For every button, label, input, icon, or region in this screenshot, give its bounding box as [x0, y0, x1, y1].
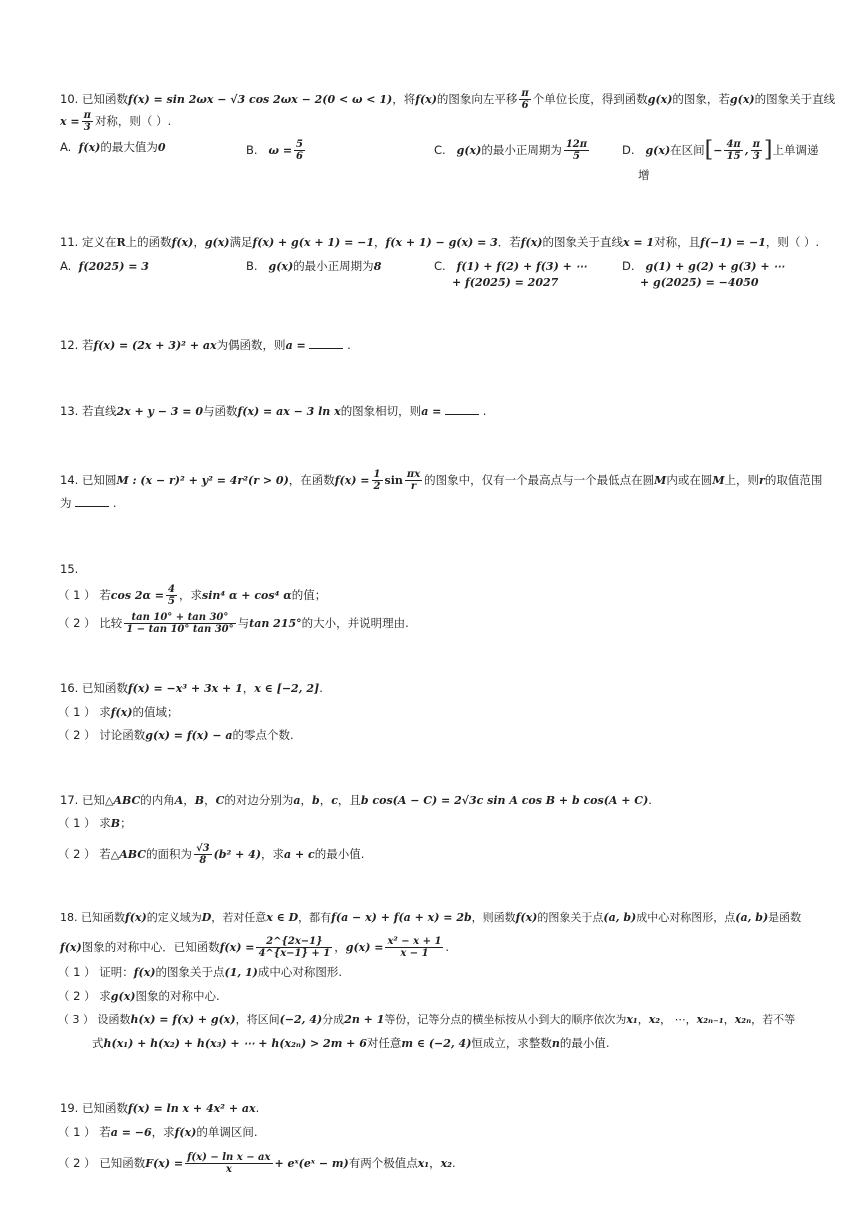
q18-math: m ∈ (−2, 4)	[401, 1037, 472, 1050]
q15-part1	[58, 584, 326, 607]
q14-math: M : (x − r)² + y² = 4r²(r > 0)	[116, 474, 289, 487]
q18-text: 式	[92, 1036, 104, 1050]
option-math: g(x)	[268, 260, 294, 273]
q18-math: g(x) =	[345, 941, 384, 954]
q15-math: tan 215°	[249, 617, 302, 630]
q11-math: f(−1) = −1	[700, 236, 766, 249]
q16-text: 的值域；	[132, 705, 179, 719]
q11-math: f(x)	[171, 236, 194, 249]
q16-math: f(x)	[110, 706, 133, 719]
q10-shift-fraction: $\frac{\pi}{6}$	[521, 88, 529, 111]
q14-fraction: $\frac{1}{2}$	[373, 469, 381, 492]
q11-text: ，	[374, 235, 386, 249]
option-text: 在区间	[670, 143, 705, 157]
q17-math: b cos(A − C) = 2√3c sin A cos B + b cos(A + C)	[360, 794, 649, 807]
q14-line2	[60, 495, 116, 511]
q14-math: r	[759, 474, 765, 487]
q18-math: x₂ₙ	[734, 1013, 752, 1026]
q18-text: 求	[99, 989, 111, 1003]
q19-part1	[58, 1124, 258, 1141]
q17-math: a	[293, 794, 301, 807]
q17-text: ，且	[337, 793, 361, 807]
q17-text: 的面积为	[146, 847, 193, 861]
q18-math: x₁	[626, 1013, 638, 1026]
option-label: A.	[60, 140, 72, 154]
part-label: （ 2 ）	[58, 616, 96, 630]
option-math: g(x)	[456, 144, 482, 157]
option-fraction: $\frac{\pi}{3}$	[752, 139, 760, 162]
q18-math: (1, 1)	[224, 966, 258, 979]
q12-math: a =	[285, 339, 306, 352]
q18-part3	[58, 1012, 795, 1028]
q10-line-fraction: $\frac{\pi}{3}$	[83, 110, 91, 133]
q10-option-c	[434, 139, 591, 162]
q11-option-b	[246, 258, 381, 275]
option-math: 8	[373, 260, 382, 273]
option-math: 0	[157, 141, 166, 154]
answer-blank[interactable]	[309, 338, 343, 349]
q10-line2-tail: 对称，则（ ）.	[94, 114, 172, 128]
q15-fraction: $\frac{\tan 10^\circ + \tan 30^\circ}{1 - \tan 10^\circ \tan 30^\circ}$	[126, 612, 234, 635]
q16-text: 讨论函数	[99, 728, 146, 742]
q17-math: B	[194, 794, 205, 807]
option-text: 的最小正周期为	[293, 259, 374, 273]
option-text: 上单调递	[772, 143, 819, 157]
q11-text: 满足	[229, 235, 253, 249]
q19-math: + eˣ(eˣ − m)	[274, 1157, 349, 1170]
option-math: g(x)	[645, 144, 671, 157]
part-label: （ 1 ）	[58, 1125, 96, 1139]
q15-text: 与	[237, 616, 250, 630]
q18-text: ，则函数	[471, 911, 516, 924]
option-label: C.	[434, 259, 446, 273]
q11-text: ，则（ ）.	[765, 235, 820, 249]
option-text: 的最小正周期为	[481, 143, 562, 157]
q11-option-c	[434, 258, 587, 275]
q19-text: .	[452, 1156, 456, 1170]
q18-math: x₂	[648, 1013, 661, 1026]
q17-math: △ABC	[110, 848, 147, 861]
q17-stem	[60, 792, 652, 809]
q14-text: 内或在圆	[666, 473, 713, 487]
q15-math: cos 2α =	[110, 589, 165, 602]
q15-text: 的值；	[291, 588, 327, 602]
q18-text: ，将区间	[235, 1013, 280, 1026]
q13-math: a =	[421, 405, 442, 418]
q19-math: F(x) =	[145, 1157, 184, 1170]
q10-text: 的图象关于直线	[754, 92, 836, 106]
q16-stem	[60, 680, 323, 697]
q16-text: ，	[242, 681, 255, 695]
q10-fx: f(x)	[415, 93, 437, 106]
part-label: （ 1 ）	[58, 588, 96, 602]
option-math: f(2025) = 3	[78, 260, 149, 273]
q18-text: 成中心对称图形，点	[636, 911, 736, 924]
q11-math: f(x) + g(x + 1) = −1	[252, 236, 374, 249]
option-label: B.	[246, 143, 258, 157]
q18-fraction: $\frac{\text{x² − x + 1}}{x - 1}$	[387, 936, 442, 959]
q17-part1	[58, 815, 132, 832]
option-label: A.	[60, 259, 72, 273]
answer-blank[interactable]	[445, 404, 479, 415]
q19-text: ，	[429, 1156, 441, 1170]
q18-part3-line2	[92, 1035, 610, 1052]
option-text: 的最大值为	[100, 140, 158, 154]
q19-math: f(x)	[174, 1126, 197, 1139]
q17-text: 若	[99, 847, 111, 861]
option-label: B.	[246, 259, 258, 273]
q13-text: 的图象相切，则	[340, 404, 422, 418]
q16-math: g(x) = f(x) − a	[145, 729, 233, 742]
q17-math: C	[215, 794, 225, 807]
q19-math: x₁	[417, 1157, 430, 1170]
q19-text: 若	[99, 1125, 111, 1139]
q15-part2	[58, 612, 409, 635]
q17-text: ，	[319, 793, 332, 807]
q15-text: 比较	[99, 616, 123, 630]
q11-stem	[60, 234, 819, 251]
q11-option-a	[60, 258, 149, 275]
q18-stem-line2	[60, 936, 449, 959]
q18-text: 恒成立，求整数	[471, 1036, 552, 1050]
q16-math: f(x) = −x³ + 3x + 1	[127, 682, 243, 695]
q14-text: 的图象中，仅有一个最高点与一个最低点在圆	[424, 473, 655, 487]
q10-text: 的图象，若	[672, 92, 730, 106]
q17-math: (b² + 4)	[213, 848, 262, 861]
q10-f-definition: f(x) = sin 2ωx − √3 cos 2ωx − 2(0 < ω < 1)	[127, 93, 393, 106]
q18-text: ，	[637, 1013, 649, 1026]
option-math: f(1) + f(2) + f(3) + ⋯	[456, 260, 587, 273]
option-label: D.	[622, 259, 635, 273]
q11-math: R	[116, 236, 126, 249]
part-label: （ 2 ）	[58, 989, 96, 1003]
q18-text: ，若对任意	[211, 911, 267, 924]
part-label: （ 2 ）	[58, 728, 96, 742]
q18-text: 分成	[322, 1013, 345, 1026]
q10-gx: g(x)	[729, 93, 755, 106]
q16-text: 16. 已知函数	[60, 681, 128, 695]
q14-text: 为	[60, 496, 72, 510]
q18-text: .	[445, 940, 450, 954]
q18-math: D	[201, 911, 212, 924]
q13-text: .	[482, 404, 487, 418]
q11-text: 的图象关于直线	[542, 235, 623, 249]
q17-text: ，	[183, 793, 195, 807]
q18-text: 的定义域为	[146, 911, 202, 924]
q19-math: x₂	[440, 1157, 453, 1170]
q17-text: 的对边分别为	[224, 793, 294, 807]
q11-text: ．若	[497, 235, 521, 249]
q18-math: (a, b)	[735, 911, 769, 924]
option-math: ω =	[268, 144, 293, 157]
q17-math: A	[174, 794, 184, 807]
q16-text: 的零点个数.	[232, 728, 294, 742]
q18-math: f(a − x) + f(a + x) = 2b	[331, 911, 472, 924]
q11-math: x = 1	[623, 236, 655, 249]
q18-text: ，	[334, 940, 346, 954]
q18-text: 18. 已知函数	[60, 911, 125, 924]
option-math: g(1) + g(2) + g(3) + ⋯	[645, 260, 785, 273]
q17-math: b	[311, 794, 320, 807]
q14-text: 14. 已知圆	[60, 473, 117, 487]
q14-text: 的取值范围	[764, 473, 823, 487]
q12-text: 为偶函数，则	[216, 338, 286, 352]
q18-text: ，都有	[298, 911, 332, 924]
q13-math: 2x + y − 3 = 0	[116, 405, 203, 418]
q18-text: 等份，记等分点的横坐标按从小到大的顺序依次为	[384, 1013, 627, 1026]
q18-text: 的图象关于点	[155, 965, 225, 979]
q19-fraction: $\frac{\text{f(x) − ln x − ax}}{x}$	[187, 1152, 271, 1175]
q17-text: ；	[120, 816, 132, 830]
q18-text: 设函数	[97, 1013, 131, 1026]
q13-text: 13. 若直线	[60, 404, 117, 418]
q11-text: 11. 定义在	[60, 235, 117, 249]
q19-text: 已知函数	[99, 1156, 146, 1170]
q17-math: △ABC	[104, 794, 141, 807]
part-label: （ 1 ）	[58, 965, 96, 979]
q17-fraction: $\frac{√3}{8}$	[196, 843, 210, 866]
part-label: （ 3 ）	[58, 1013, 94, 1026]
q12-stem	[60, 337, 351, 354]
q10-text: ，将	[392, 92, 416, 106]
q19-text: ，求	[151, 1125, 175, 1139]
q10-option-a	[60, 139, 166, 156]
q11-option-d	[622, 258, 784, 275]
q18-math: f(x)	[60, 941, 82, 954]
q17-text: ，	[300, 793, 312, 807]
part-label: （ 2 ）	[58, 847, 96, 861]
q18-text: 图象的对称中心.	[135, 989, 220, 1003]
option-text: 增	[638, 168, 650, 182]
option-label: C.	[434, 143, 446, 157]
part-label: （ 2 ）	[58, 1156, 96, 1170]
q18-math: g(x)	[110, 990, 136, 1003]
q10-text: 的图象向左平移	[436, 92, 518, 106]
q19-text: 19. 已知函数	[60, 1101, 128, 1115]
q18-math: f(x)	[125, 911, 147, 924]
q10-option-d: D. g(x)在区间[− $\frac{4\pi}{15}$ , $\frac{\pi}{3}$ ]上单调递	[622, 137, 819, 163]
q11-text: 上的函数	[125, 235, 172, 249]
q11-math: f(x)	[520, 236, 543, 249]
q15-text: 的大小，并说明理由.	[301, 616, 409, 630]
q18-text: ，	[723, 1013, 735, 1026]
answer-blank[interactable]	[75, 496, 109, 507]
q10-gx: g(x)	[647, 93, 673, 106]
q11-text: ，	[193, 235, 205, 249]
q11-math: f(x + 1) − g(x) = 3	[385, 236, 498, 249]
q18-text: 的最小值.	[559, 1036, 610, 1050]
q11-text: 对称，且	[654, 235, 701, 249]
q15-fraction: $\frac{4}{5}$	[168, 584, 175, 607]
part-label: （ 1 ）	[58, 705, 96, 719]
q16-text: .	[319, 681, 323, 695]
q18-text: 成中心对称图形.	[257, 965, 343, 979]
q13-math: f(x) = ax − 3 ln x	[237, 405, 341, 418]
q19-math: f(x) = ln x + 4x² + ax	[127, 1102, 256, 1115]
q14-text: .	[112, 496, 117, 510]
q18-math: h(x₁) + h(x₂) + h(x₃) + ⋯ + h(x₂ₙ) > 2m + 6	[103, 1037, 367, 1050]
option-fraction: $\frac{12\pi}{5}$	[565, 139, 588, 162]
q15-math: sin⁴ α + cos⁴ α	[202, 589, 292, 602]
q19-math: a = −6	[110, 1126, 152, 1139]
q17-math: B	[110, 817, 121, 830]
part-label: （ 1 ）	[58, 816, 96, 830]
q18-text: ， ⋯，	[660, 1013, 697, 1026]
q19-stem	[60, 1100, 259, 1117]
q18-math: h(x) = f(x) + g(x)	[130, 1013, 236, 1026]
q16-text: 求	[99, 705, 111, 719]
q19-part2	[58, 1152, 456, 1175]
option-math: + g(2025) = −4050	[640, 276, 759, 289]
q10-line-x: x =	[60, 115, 80, 128]
q16-math: x ∈ [−2, 2]	[254, 682, 320, 695]
q17-text: 17. 已知	[60, 793, 105, 807]
q18-math: (a, b)	[603, 911, 637, 924]
q15-text: 若	[99, 588, 111, 602]
q15-text: ，求	[179, 588, 202, 602]
q14-stem	[60, 469, 822, 492]
option-label: D.	[622, 143, 635, 157]
q13-text: 与函数	[203, 404, 238, 418]
q13-stem	[60, 403, 486, 420]
option-fraction: $\frac{4\pi}{15}$	[726, 139, 741, 162]
q19-text: .	[255, 1101, 260, 1115]
q18-text: 证明：	[99, 965, 134, 979]
q18-math: x ∈ D	[266, 911, 299, 924]
q17-text: ，求	[261, 847, 285, 861]
q17-text: 求	[99, 816, 111, 830]
q18-math: (−2, 4)	[279, 1013, 323, 1026]
q14-math: f(x) =	[334, 474, 370, 487]
q15-text: 15.	[60, 562, 79, 576]
q11-option-d-line2	[640, 274, 758, 291]
q14-math: sin	[384, 474, 403, 487]
q16-part1	[58, 704, 179, 721]
q17-math: a + c	[284, 848, 315, 861]
q18-text: 图象的对称中心．已知函数	[81, 940, 220, 954]
q11-option-c-line2	[452, 274, 558, 291]
q17-text: ，	[204, 793, 216, 807]
q18-math: n	[551, 1037, 560, 1050]
option-math: + f(2025) = 2027	[452, 276, 559, 289]
q14-text: 上，则	[724, 473, 760, 487]
q12-math: f(x) = (2x + 3)² + ax	[93, 339, 217, 352]
q10-option-d-wrap	[638, 167, 650, 183]
q19-text: 有两个极值点	[348, 1156, 418, 1170]
q18-stem-line1	[60, 910, 801, 926]
q14-text: ，在函数	[288, 473, 335, 487]
q18-part1	[58, 964, 342, 981]
q17-part2	[58, 843, 364, 866]
q11-math: g(x)	[204, 236, 230, 249]
q18-math: x₂ₙ₋₁	[696, 1013, 724, 1026]
q18-fraction: $\frac{2\^{}\{2x-1\}}{4\^{}\{x-1\} + 1}$	[258, 936, 331, 959]
q10-stem-text: 10. 已知函数	[60, 92, 128, 106]
option-math: f(x)	[78, 141, 101, 154]
q10-option-b	[246, 139, 307, 162]
q18-math: f(x)	[515, 911, 538, 924]
q10-line2	[60, 110, 171, 133]
option-fraction: $\frac{5}{6}$	[296, 139, 304, 162]
q18-part2	[58, 988, 220, 1005]
q18-text: ，若不等	[751, 1013, 796, 1026]
q14-math: M	[654, 474, 667, 487]
q18-math: f(x)	[133, 966, 156, 979]
q10-text: 个单位长度，得到函数	[532, 92, 648, 106]
q12-text: .	[347, 338, 351, 352]
q17-math: c	[331, 794, 338, 807]
q17-text: 的最小值.	[314, 847, 365, 861]
q17-text: .	[648, 793, 652, 807]
q18-math: f(x) =	[219, 941, 255, 954]
q18-text: 是函数	[768, 911, 802, 924]
q14-math: M	[712, 474, 725, 487]
q18-text: 的图象关于点	[537, 911, 604, 924]
q16-part2	[58, 727, 294, 744]
q12-text: 12. 若	[60, 338, 94, 352]
q19-text: 的单调区间.	[196, 1125, 258, 1139]
q18-text: 对任意	[366, 1036, 402, 1050]
q17-text: 的内角	[140, 793, 175, 807]
q18-math: 2n + 1	[344, 1013, 385, 1026]
q10-line1	[60, 88, 835, 111]
q14-fraction: $\frac{\pi x}{r}$	[406, 469, 421, 492]
q15-number	[60, 561, 78, 577]
